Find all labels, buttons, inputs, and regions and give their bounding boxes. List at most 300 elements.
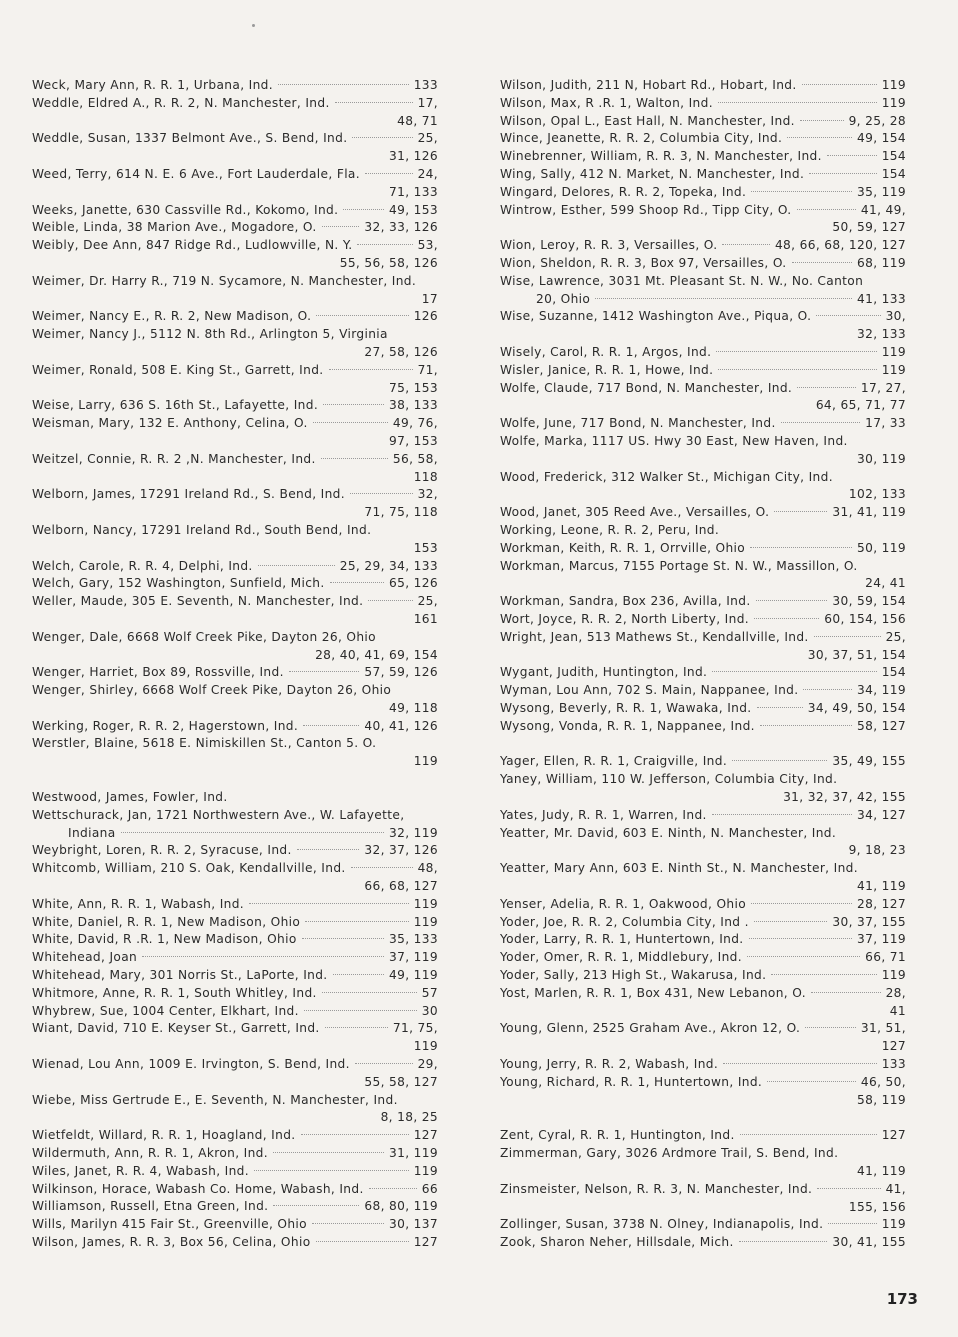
index-entry bbox=[500, 433, 906, 469]
index-entry bbox=[500, 1145, 906, 1181]
dot-leader bbox=[712, 814, 852, 815]
entry-line bbox=[32, 1163, 438, 1181]
entry-name: Weibly, Dee Ann, 847 Ridge Rd., Ludlowville, N. Y. bbox=[32, 238, 353, 253]
entry-name: Weitzel, Connie, R. R. 2 ,N. Manchester, Ind. bbox=[32, 451, 316, 466]
entry-line bbox=[500, 896, 906, 914]
entry-pages: 133 bbox=[881, 1057, 906, 1072]
entry-pages: 48, bbox=[417, 861, 438, 876]
index-entry bbox=[32, 575, 438, 593]
entry-pages-continued: 71, 75, 118 bbox=[364, 505, 438, 520]
entry-pages: 32, 33, 126 bbox=[364, 220, 438, 235]
index-entry bbox=[500, 237, 906, 255]
index-entry bbox=[500, 985, 906, 1021]
entry-pages-continued: 118 bbox=[413, 469, 438, 484]
dot-leader bbox=[325, 1027, 388, 1028]
index-entry bbox=[32, 237, 438, 273]
index-entry bbox=[500, 202, 906, 238]
entry-name: Werstler, Blaine, 5618 E. Nimiskillen St., Canton 5. O. bbox=[32, 736, 377, 751]
index-entry bbox=[32, 326, 438, 362]
entry-line bbox=[500, 985, 906, 1003]
entry-pages-continued: 55, 58, 127 bbox=[364, 1074, 438, 1089]
entry-line bbox=[32, 949, 438, 967]
dot-leader bbox=[739, 1241, 828, 1242]
entry-pages: 154 bbox=[881, 149, 906, 164]
entry-pages: 119 bbox=[413, 896, 438, 911]
index-entry bbox=[32, 789, 438, 807]
entry-line bbox=[500, 949, 906, 967]
entry-pages-continued: 58, 119 bbox=[857, 1092, 906, 1107]
dot-leader bbox=[369, 1188, 417, 1189]
entry-pages-continued: 55, 56, 58, 126 bbox=[339, 255, 438, 270]
index-entry bbox=[32, 308, 438, 326]
entry-name: Whybrew, Sue, 1004 Center, Elkhart, Ind. bbox=[32, 1003, 299, 1018]
dot-leader bbox=[329, 369, 413, 370]
dot-leader bbox=[335, 102, 413, 103]
entry-name: Weimer, Dr. Harry R., 719 N. Sycamore, N. Manchester, Ind. bbox=[32, 273, 417, 288]
entry-pages: 17, 33 bbox=[865, 416, 906, 431]
dot-leader bbox=[302, 938, 384, 939]
entry-line bbox=[500, 1181, 906, 1199]
index-entry bbox=[32, 362, 438, 398]
entry-line bbox=[500, 771, 906, 789]
entry-pages-continued: 32, 133 bbox=[857, 327, 906, 342]
entry-pages-continued: 127 bbox=[881, 1039, 906, 1054]
entry-pages-continued: 161 bbox=[413, 611, 438, 626]
entry-pages: 30, 59, 154 bbox=[832, 594, 906, 609]
entry-line bbox=[500, 1216, 906, 1234]
dot-leader bbox=[142, 956, 384, 957]
dot-leader bbox=[756, 600, 828, 601]
entry-name: Wiles, Janet, R. R. 4, Wabash, Ind. bbox=[32, 1163, 249, 1178]
dot-leader bbox=[595, 298, 852, 299]
entry-line bbox=[32, 219, 438, 237]
entry-pages-continued: 119 bbox=[413, 1039, 438, 1054]
entry-line bbox=[500, 1020, 906, 1038]
entry-name: Zinsmeister, Nelson, R. R. 3, N. Manchester, Ind. bbox=[500, 1181, 813, 1196]
entry-name: Wilson, Judith, 211 N, Hobart Rd., Hobart, Ind. bbox=[500, 78, 797, 92]
entry-name: Weisman, Mary, 132 E. Anthony, Celina, O. bbox=[32, 416, 308, 431]
entry-pages: 25, bbox=[885, 629, 906, 644]
index-entry bbox=[32, 219, 438, 237]
entry-pages: 154 bbox=[881, 665, 906, 680]
entry-name: Wion, Leroy, R. R. 3, Versailles, O. bbox=[500, 238, 718, 253]
dot-leader bbox=[787, 137, 852, 138]
entry-pages-continued: 153 bbox=[413, 540, 438, 555]
index-entry bbox=[500, 291, 906, 309]
entry-pages-continued: 97, 153 bbox=[389, 433, 438, 448]
entry-name: Wilson, James, R. R. 3, Box 56, Celina, Ohio bbox=[32, 1235, 311, 1249]
entry-line bbox=[32, 308, 438, 326]
index-entry bbox=[32, 860, 438, 896]
entry-pages: 41, 133 bbox=[857, 291, 906, 306]
entry-line bbox=[500, 184, 906, 202]
entry-line bbox=[500, 1127, 906, 1145]
entry-name: Yates, Judy, R. R. 1, Warren, Ind. bbox=[500, 807, 707, 822]
dot-leader bbox=[811, 992, 881, 993]
entry-name: Young, Glenn, 2525 Graham Ave., Akron 12, O. bbox=[500, 1021, 801, 1036]
section-gap bbox=[500, 735, 906, 753]
index-entry bbox=[500, 344, 906, 362]
entry-pages: 60, 154, 156 bbox=[824, 611, 906, 626]
entry-pages: 25, bbox=[417, 594, 438, 609]
entry-pages: 41, 49, bbox=[860, 202, 906, 217]
dot-leader bbox=[121, 832, 384, 833]
entry-line bbox=[32, 415, 438, 433]
dot-leader bbox=[814, 636, 881, 637]
entry-name: Wilson, Opal L., East Hall, N. Manchester, Ind. bbox=[500, 113, 795, 128]
entry-name: Wood, Frederick, 312 Walker St., Michigan City, Ind. bbox=[500, 469, 833, 484]
entry-name: Yeatter, Mary Ann, 603 E. Ninth St., N. Manchester, Ind. bbox=[500, 861, 858, 876]
entry-line bbox=[500, 860, 906, 878]
entry-pages: 30 bbox=[421, 1003, 438, 1018]
entry-line bbox=[32, 1127, 438, 1145]
entry-pages-continued: 17 bbox=[421, 291, 438, 306]
dot-leader bbox=[305, 921, 408, 922]
entry-name: Young, Richard, R. R. 1, Huntertown, Ind. bbox=[500, 1074, 763, 1089]
entry-pages-continued: 64, 65, 71, 77 bbox=[815, 398, 906, 413]
index-entry bbox=[500, 700, 906, 718]
dot-leader bbox=[751, 191, 852, 192]
entry-name: Yoder, Joe, R. R. 2, Columbia City, Ind . bbox=[500, 914, 749, 929]
entry-pages: 53, bbox=[417, 238, 438, 253]
entry-pages-continued: 71, 133 bbox=[389, 184, 438, 199]
entry-line bbox=[32, 451, 438, 469]
entry-line bbox=[32, 842, 438, 860]
index-entry bbox=[32, 1092, 438, 1128]
index-entry bbox=[500, 593, 906, 611]
entry-line bbox=[32, 166, 438, 184]
entry-pages: 119 bbox=[413, 1163, 438, 1178]
index-entry bbox=[32, 1216, 438, 1234]
entry-pages-continued: 8, 18, 25 bbox=[380, 1110, 438, 1125]
dot-leader bbox=[273, 1205, 359, 1206]
entry-name: Weible, Linda, 38 Marion Ave., Mogadore, O. bbox=[32, 220, 317, 235]
index-entry bbox=[500, 914, 906, 932]
entry-pages: 66 bbox=[421, 1181, 438, 1196]
entry-pages: 49, 153 bbox=[389, 202, 438, 217]
dot-leader bbox=[322, 992, 417, 993]
entry-pages: 154 bbox=[881, 166, 906, 181]
entry-line bbox=[500, 593, 906, 611]
dot-leader bbox=[754, 921, 828, 922]
dot-leader bbox=[297, 849, 360, 850]
entry-pages: 127 bbox=[413, 1235, 438, 1249]
dot-leader bbox=[368, 600, 412, 601]
entry-line bbox=[500, 700, 906, 718]
entry-line bbox=[500, 1234, 906, 1252]
entry-line bbox=[500, 237, 906, 255]
entry-name: White, David, R .R. 1, New Madison, Ohio bbox=[32, 932, 297, 947]
index-entry bbox=[32, 718, 438, 736]
dot-leader bbox=[809, 173, 876, 174]
entry-line bbox=[32, 1003, 438, 1021]
entry-line bbox=[500, 344, 906, 362]
entry-line bbox=[32, 1198, 438, 1216]
index-entry bbox=[500, 1234, 906, 1252]
index-entry bbox=[32, 130, 438, 166]
entry-line bbox=[32, 807, 438, 825]
entry-line bbox=[32, 735, 438, 753]
entry-pages: 37, 119 bbox=[389, 950, 438, 965]
entry-pages: 126 bbox=[413, 309, 438, 324]
entry-line bbox=[32, 237, 438, 255]
entry-name: Wills, Marilyn 415 Fair St., Greenville, Ohio bbox=[32, 1217, 307, 1232]
entry-line bbox=[500, 148, 906, 166]
entry-pages: 66, 71 bbox=[865, 950, 906, 965]
dot-leader bbox=[722, 244, 770, 245]
entry-line bbox=[500, 967, 906, 985]
entry-pages: 56, 58, bbox=[392, 451, 438, 466]
index-entry bbox=[500, 184, 906, 202]
print-speck bbox=[252, 24, 255, 27]
dot-leader bbox=[767, 1081, 856, 1082]
index-entry bbox=[500, 1127, 906, 1145]
entry-name: Working, Leone, R. R. 2, Peru, Ind. bbox=[500, 522, 720, 537]
entry-name: Wing, Sally, 412 N. Market, N. Manchester, Ind. bbox=[500, 166, 805, 181]
entry-name: Welch, Gary, 152 Washington, Sunfield, Mich. bbox=[32, 576, 325, 591]
dot-leader bbox=[723, 1063, 877, 1064]
entry-pages: 28, 127 bbox=[857, 896, 906, 911]
entry-line bbox=[500, 308, 906, 326]
entry-pages-continued: 30, 119 bbox=[857, 451, 906, 466]
entry-name: Weller, Maude, 305 E. Seventh, N. Manchester, Ind. bbox=[32, 594, 364, 609]
dot-leader bbox=[301, 1134, 409, 1135]
entry-pages-continued: 41, 119 bbox=[857, 879, 906, 894]
entry-pages: 34, 49, 50, 154 bbox=[807, 700, 906, 715]
entry-line bbox=[32, 914, 438, 932]
entry-pages: 34, 127 bbox=[857, 807, 906, 822]
entry-name: Zook, Sharon Neher, Hillsdale, Mich. bbox=[500, 1235, 734, 1250]
dot-leader bbox=[333, 974, 385, 975]
entry-name: Wysong, Beverly, R. R. 1, Wawaka, Ind. bbox=[500, 700, 752, 715]
dot-leader bbox=[330, 582, 384, 583]
index-column-right bbox=[500, 77, 906, 1252]
entry-line bbox=[500, 273, 906, 291]
dot-leader bbox=[817, 1188, 880, 1189]
index-entry bbox=[500, 771, 906, 807]
index-entry bbox=[500, 611, 906, 629]
entry-pages: 71, 75, bbox=[392, 1021, 438, 1036]
entry-name: Wettschurack, Jan, 1721 Northwestern Ave., W. Lafayette, bbox=[32, 807, 405, 822]
dot-leader bbox=[249, 903, 409, 904]
index-entry bbox=[32, 842, 438, 860]
index-entry bbox=[500, 967, 906, 985]
index-entry bbox=[32, 1145, 438, 1163]
entry-line bbox=[32, 1020, 438, 1038]
dot-leader bbox=[278, 84, 409, 85]
entry-name: Weck, Mary Ann, R. R. 1, Urbana, Ind. bbox=[32, 78, 273, 92]
entry-name: White, Ann, R. R. 1, Wabash, Ind. bbox=[32, 896, 245, 911]
entry-pages: 37, 119 bbox=[857, 932, 906, 947]
entry-line bbox=[500, 1145, 906, 1163]
entry-pages: 32, bbox=[417, 487, 438, 502]
index-entry bbox=[500, 558, 906, 594]
index-entry bbox=[500, 629, 906, 665]
dot-leader bbox=[322, 226, 360, 227]
entry-pages: 24, bbox=[417, 166, 438, 181]
index-entry bbox=[32, 593, 438, 629]
entry-name: Wise, Suzanne, 1412 Washington Ave., Piqua, O. bbox=[500, 309, 812, 324]
entry-name: Wisely, Carol, R. R. 1, Argos, Ind. bbox=[500, 344, 712, 359]
entry-line bbox=[500, 1074, 906, 1092]
index-entry bbox=[500, 825, 906, 861]
index-entry bbox=[32, 629, 438, 665]
entry-pages-continued: 31, 32, 37, 42, 155 bbox=[783, 790, 906, 805]
entry-pages: 119 bbox=[881, 968, 906, 983]
entry-line bbox=[500, 1056, 906, 1074]
dot-leader bbox=[732, 760, 827, 761]
entry-pages: 28, bbox=[885, 985, 906, 1000]
entry-name: Yost, Marlen, R. R. 1, Box 431, New Lebanon, O. bbox=[500, 985, 806, 1000]
index-entry bbox=[500, 540, 906, 558]
dot-leader bbox=[716, 351, 876, 352]
entry-name: White, Daniel, R. R. 1, New Madison, Ohio bbox=[32, 914, 301, 929]
entry-pages: 57 bbox=[421, 985, 438, 1000]
entry-name: Yager, Ellen, R. R. 1, Craigville, Ind. bbox=[500, 754, 728, 769]
entry-pages-continued: 155, 156 bbox=[848, 1199, 906, 1214]
dot-leader bbox=[321, 458, 388, 459]
dot-leader bbox=[816, 315, 880, 316]
index-entry bbox=[32, 1181, 438, 1199]
entry-pages-continued: 49, 118 bbox=[389, 700, 438, 715]
entry-pages: 119 bbox=[881, 1217, 906, 1232]
entry-name: Wildermuth, Ann, R. R. 1, Akron, Ind. bbox=[32, 1146, 268, 1161]
entry-name: Welborn, Nancy, 17291 Ireland Rd., South Bend, Ind. bbox=[32, 522, 372, 537]
entry-name: Young, Jerry, R. R. 2, Wabash, Ind. bbox=[500, 1057, 719, 1072]
entry-pages: 58, 127 bbox=[857, 718, 906, 733]
entry-line bbox=[500, 362, 906, 380]
index-entry bbox=[32, 1198, 438, 1216]
dot-leader bbox=[802, 84, 877, 85]
entry-name: Whitcomb, William, 210 S. Oak, Kendallville, Ind. bbox=[32, 861, 346, 876]
dot-leader bbox=[316, 315, 408, 316]
dot-leader bbox=[352, 137, 412, 138]
entry-name: Wietfeldt, Willard, R. R. 1, Hoagland, Ind. bbox=[32, 1128, 296, 1143]
entry-pages: 50, 119 bbox=[857, 540, 906, 555]
entry-line bbox=[32, 1092, 438, 1110]
entry-name: Weybright, Loren, R. R. 2, Syracuse, Ind. bbox=[32, 843, 292, 858]
entry-line bbox=[32, 967, 438, 985]
entry-line bbox=[500, 95, 906, 113]
entry-pages: 25, 29, 34, 133 bbox=[339, 558, 438, 573]
index-entry bbox=[500, 166, 906, 184]
entry-name: Welch, Carole, R. R. 4, Delphi, Ind. bbox=[32, 558, 253, 573]
entry-name: Wysong, Vonda, R. R. 1, Nappanee, Ind. bbox=[500, 718, 755, 733]
entry-line bbox=[32, 130, 438, 148]
dot-leader bbox=[350, 493, 413, 494]
entry-line bbox=[32, 77, 438, 95]
entry-pages-continued: 50, 59, 127 bbox=[832, 220, 906, 235]
entry-name: Weeks, Janette, 630 Cassville Rd., Kokomo, Ind. bbox=[32, 202, 339, 217]
dot-leader bbox=[304, 1010, 417, 1011]
entry-pages: 68, 119 bbox=[857, 255, 906, 270]
entry-line bbox=[32, 629, 438, 647]
entry-pages: 25, bbox=[417, 131, 438, 146]
dot-leader bbox=[754, 618, 819, 619]
index-entry bbox=[500, 255, 906, 273]
entry-name: Weddle, Susan, 1337 Belmont Ave., S. Bend, Ind. bbox=[32, 131, 348, 146]
entry-name: Indiana bbox=[68, 825, 116, 840]
entry-line bbox=[500, 629, 906, 647]
entry-pages-continued: 48, 71 bbox=[397, 113, 438, 128]
entry-line bbox=[32, 575, 438, 593]
index-entry bbox=[500, 1056, 906, 1074]
entry-pages: 30, 41, 155 bbox=[832, 1235, 906, 1250]
entry-name: Wintrow, Esther, 599 Shoop Rd., Tipp City, O. bbox=[500, 202, 792, 217]
entry-line bbox=[500, 166, 906, 184]
index-entry bbox=[500, 380, 906, 416]
index-entry bbox=[500, 95, 906, 113]
entry-pages: 35, 49, 155 bbox=[832, 754, 906, 769]
entry-pages: 46, 50, bbox=[860, 1074, 906, 1089]
entry-line bbox=[500, 718, 906, 736]
entry-name: Wise, Lawrence, 3031 Mt. Pleasant St. N. W., No. Canton bbox=[500, 273, 864, 288]
entry-pages-continued: 27, 58, 126 bbox=[364, 344, 438, 359]
entry-pages: 49, 76, bbox=[392, 416, 438, 431]
dot-leader bbox=[774, 511, 827, 512]
entry-line bbox=[32, 860, 438, 878]
entry-line bbox=[32, 896, 438, 914]
entry-line bbox=[500, 433, 906, 451]
index-entry bbox=[32, 735, 438, 771]
entry-line bbox=[32, 1234, 438, 1252]
index-entry bbox=[32, 1163, 438, 1181]
entry-name: Wenger, Dale, 6668 Wolf Creek Pike, Dayton 26, Ohio bbox=[32, 629, 376, 644]
entry-pages: 17, bbox=[417, 95, 438, 110]
entry-name: Yeatter, Mr. David, 603 E. Ninth, N. Manchester, Ind. bbox=[500, 825, 837, 840]
entry-name: Whitehead, Mary, 301 Norris St., LaPorte, Ind. bbox=[32, 968, 328, 983]
entry-pages: 119 bbox=[881, 95, 906, 110]
section-gap bbox=[500, 1109, 906, 1127]
dot-leader bbox=[323, 404, 384, 405]
entry-name: Weimer, Ronald, 508 E. King St., Garrett, Ind. bbox=[32, 362, 324, 377]
entry-pages: 31, 41, 119 bbox=[832, 505, 906, 520]
index-entry bbox=[500, 273, 906, 291]
index-entry bbox=[500, 682, 906, 700]
dot-leader bbox=[303, 725, 359, 726]
entry-name: Weise, Larry, 636 S. 16th St., Lafayette, Ind. bbox=[32, 398, 319, 413]
entry-name: Wilkinson, Horace, Wabash Co. Home, Wabash, Ind. bbox=[32, 1181, 364, 1196]
index-entry bbox=[32, 896, 438, 914]
entry-line bbox=[500, 540, 906, 558]
entry-line bbox=[500, 807, 906, 825]
entry-line bbox=[32, 202, 438, 220]
entry-name: Yaney, William, 110 W. Jefferson, Columbia City, Ind. bbox=[500, 772, 838, 787]
index-entry bbox=[500, 469, 906, 505]
section-gap bbox=[32, 771, 438, 789]
entry-line bbox=[500, 291, 906, 309]
dot-leader bbox=[718, 102, 877, 103]
entry-pages: 35, 119 bbox=[857, 184, 906, 199]
entry-name: Wisler, Janice, R. R. 1, Howe, Ind. bbox=[500, 362, 714, 377]
entry-pages: 49, 119 bbox=[389, 968, 438, 983]
entry-name: Whitmore, Anne, R. R. 1, South Whitley, Ind. bbox=[32, 985, 317, 1000]
entry-line bbox=[500, 77, 906, 95]
index-entry bbox=[500, 308, 906, 344]
entry-name: Yoder, Sally, 213 High St., Wakarusa, Ind. bbox=[500, 968, 767, 983]
dot-leader bbox=[316, 1241, 409, 1242]
entry-pages: 127 bbox=[413, 1128, 438, 1143]
index-entry bbox=[500, 718, 906, 736]
dot-leader bbox=[792, 262, 853, 263]
entry-line bbox=[500, 504, 906, 522]
index-entry bbox=[32, 95, 438, 131]
dot-leader bbox=[313, 422, 388, 423]
entry-name: Zollinger, Susan, 3738 N. Olney, Indianapolis, Ind. bbox=[500, 1217, 824, 1232]
index-entry bbox=[32, 77, 438, 95]
entry-name: Wort, Joyce, R. R. 2, North Liberty, Ind. bbox=[500, 611, 750, 626]
entry-name: Wood, Janet, 305 Reed Ave., Versailles, O. bbox=[500, 505, 770, 520]
